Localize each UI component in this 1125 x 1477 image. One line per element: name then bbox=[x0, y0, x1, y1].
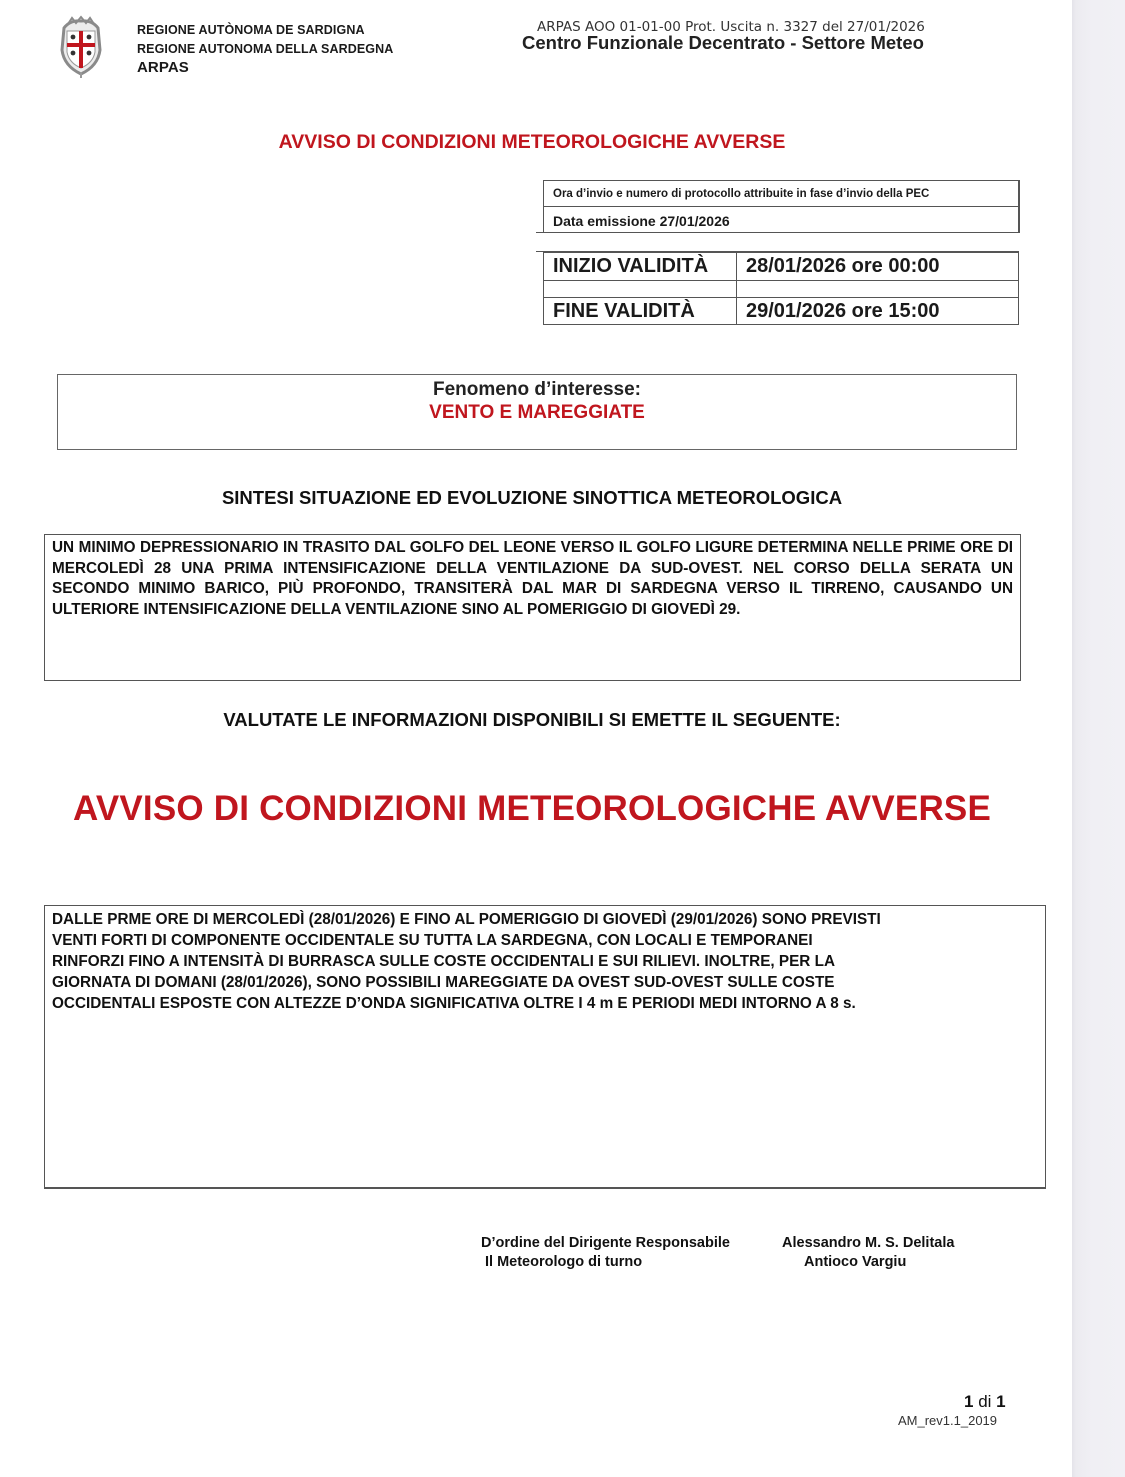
validity-end-value: 29/01/2026 ore 15:00 bbox=[737, 298, 1019, 325]
order-label: D’ordine del Dirigente Responsabile bbox=[481, 1235, 730, 1251]
page-total: 1 bbox=[996, 1392, 1006, 1411]
synopsis-heading: SINTESI SITUAZIONE ED EVOLUZIONE SINOTTICA METEOROLOGICA bbox=[221, 487, 843, 508]
warning-line: DALLE PRME ORE DI MERCOLEDÌ (28/01/2026) E FINO AL POMERIGGIO DI GIOVEDÌ (29/01/2026) SONO PREVISTI bbox=[52, 911, 881, 928]
phenomenon-box bbox=[57, 374, 1017, 450]
document-title: AVVISO DI CONDIZIONI METEOROLOGICHE AVVERSE bbox=[278, 131, 786, 153]
protocol-stamp: ARPAS AOO 01-01-00 Prot. Uscita n. 3327 del 27/01/2026 bbox=[537, 19, 925, 35]
warning-line: GIORNATA DI DOMANI (28/01/2026), SONO POSSIBILI MAREGGIATE DA OVEST SUD-OVEST SULLE COSTE bbox=[52, 974, 835, 991]
evaluation-heading: VALUTATE LE INFORMAZIONI DISPONIBILI SI EMETTE IL SEGUENTE: bbox=[223, 709, 841, 730]
pec-note: Ora d’invio e numero di protocollo attribuite in fase d’invio della PEC bbox=[544, 181, 1019, 207]
validity-end-row bbox=[544, 298, 1019, 325]
validity-spacer-row bbox=[544, 281, 1019, 298]
warning-box bbox=[44, 905, 1046, 1189]
pec-box-right-rule bbox=[1018, 180, 1019, 233]
director-name: Alessandro M. S. Delitala bbox=[782, 1235, 955, 1251]
meteorologist-name: Antioco Vargiu bbox=[804, 1254, 907, 1270]
phenomenon-label: Fenomeno d’interesse: bbox=[433, 379, 641, 400]
warning-line: RINFORZI FINO A INTENSITÀ DI BURRASCA SULLE COSTE OCCIDENTALI E SUI RILIEVI. INOLTRE, PER LA bbox=[52, 953, 835, 970]
warning-line: OCCIDENTALI ESPOSTE CON ALTEZZE D’ONDA SIGNIFICATIVA OLTRE I 4 m E PERIODI MEDI INTORNO A 8 s. bbox=[52, 995, 856, 1012]
issue-date: Data emissione 27/01/2026 bbox=[553, 213, 730, 229]
warning-title: AVVISO DI CONDIZIONI METEOROLOGICHE AVVERSE bbox=[72, 789, 992, 828]
synopsis-text: UN MINIMO DEPRESSIONARIO IN TRASITO DAL GOLFO DEL LEONE VERSO IL GOLFO LIGURE DETERMINA NELLE PRIME ORE DI MERCOLEDÌ 28 UNA PRIMA INTENSIFICAZIONE DELLA VENTILAZIONE DA SUD-OVEST. NEL CORSO DELLA SERATA UN SECONDO MINIMO BARICO, PIÙ PROFONDO, TRANSITERÀ DAL MAR DI SARDEGNA VERSO IL TIRRENO, CAUSANDO UN ULTERIORE INTENSIFICAZIONE DELLA VENTILAZIONE SINO AL POMERIGGIO DI GIOVEDÌ 29. bbox=[52, 539, 1013, 618]
validity-start-label: INIZIO VALIDITÀ bbox=[544, 253, 737, 281]
page-of: di bbox=[978, 1392, 992, 1411]
validity-start-row bbox=[544, 253, 1019, 281]
sardinia-coat-of-arms-icon bbox=[56, 14, 106, 80]
validity-table bbox=[543, 252, 1019, 325]
viewer-side-strip bbox=[1072, 0, 1125, 1477]
phenomenon-value: VENTO E MAREGGIATE bbox=[429, 402, 645, 423]
page-current: 1 bbox=[964, 1392, 974, 1411]
pec-box-bottom-rule bbox=[536, 232, 1019, 233]
region-name-sardinian: REGIONE AUTÒNOMA DE SARDIGNA bbox=[137, 23, 365, 37]
pec-info-box bbox=[543, 180, 1020, 233]
warning-line: VENTI FORTI DI COMPONENTE OCCIDENTALE SU TUTTA LA SARDEGNA, CON LOCALI E TEMPORANEI bbox=[52, 932, 813, 949]
centre-name: Centro Funzionale Decentrato - Settore Meteo bbox=[522, 32, 924, 53]
revision-code: AM_rev1.1_2019 bbox=[898, 1413, 998, 1428]
duty-label: Il Meteorologo di turno bbox=[485, 1254, 643, 1270]
validity-end-label: FINE VALIDITÀ bbox=[544, 298, 737, 325]
synopsis-box bbox=[44, 534, 1021, 681]
region-name-italian: REGIONE AUTONOMA DELLA SARDEGNA bbox=[137, 42, 394, 56]
page-number bbox=[964, 1392, 1006, 1412]
agency-name: ARPAS bbox=[137, 59, 189, 76]
validity-start-value: 28/01/2026 ore 00:00 bbox=[737, 253, 1019, 281]
